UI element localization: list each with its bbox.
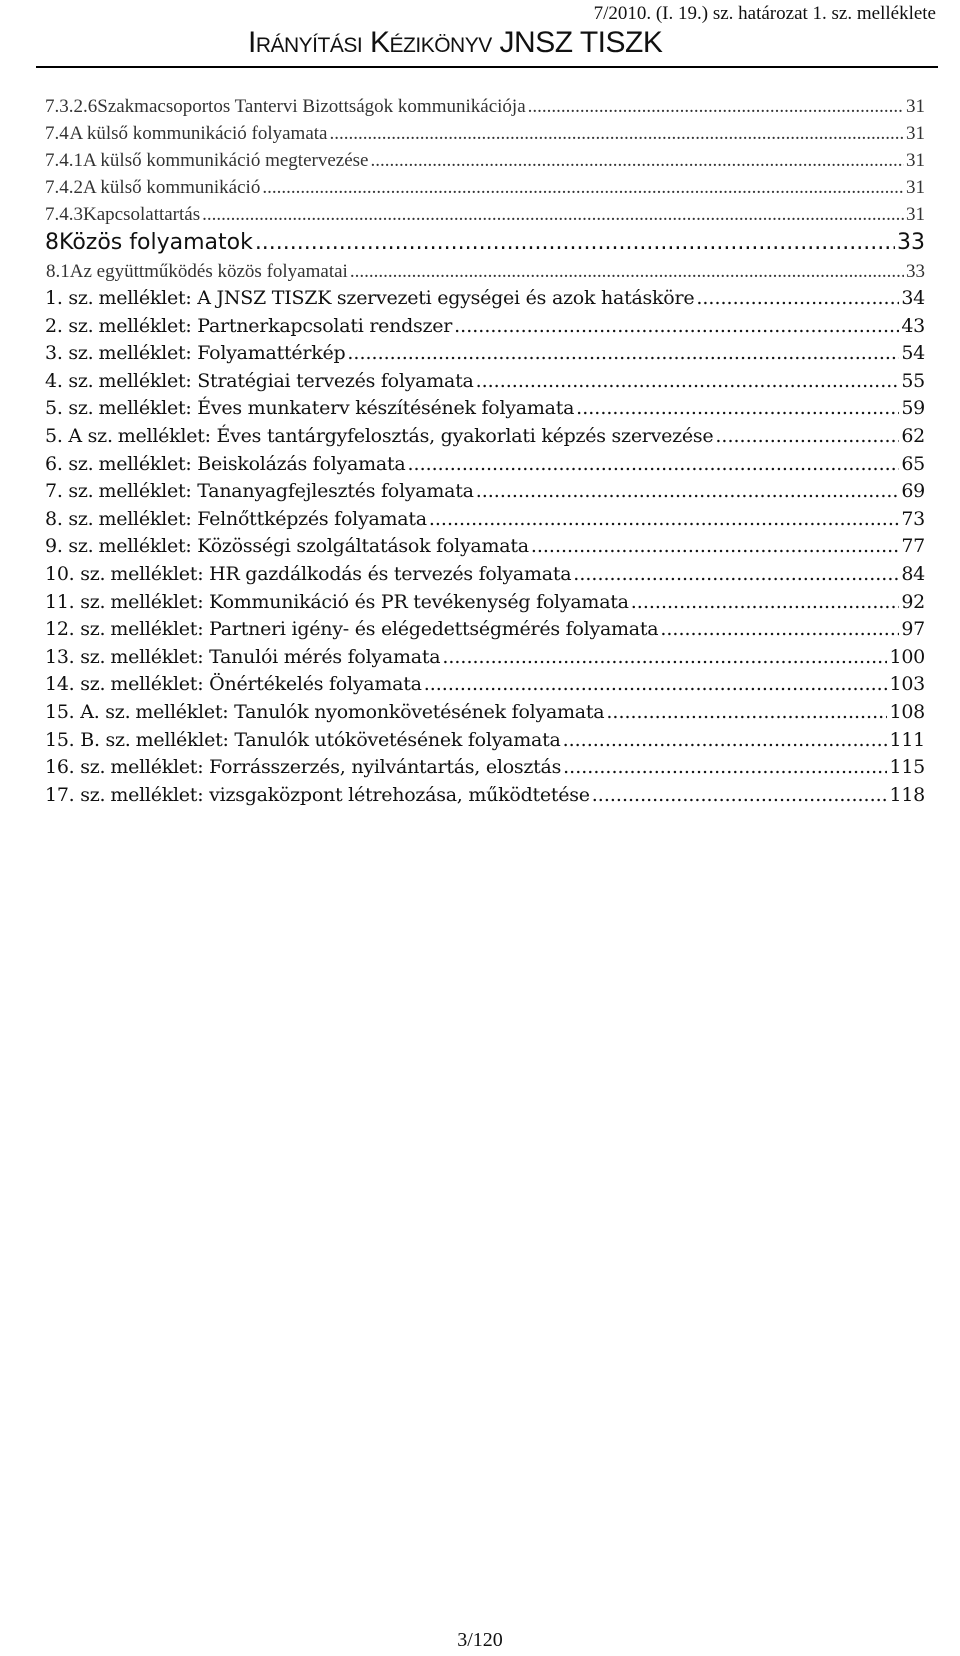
toc-dot-leader — [573, 561, 899, 589]
toc-entry[interactable] — [45, 451, 925, 479]
toc-entry-page: 108 — [889, 700, 925, 723]
toc-entry-number: 4. sz. — [45, 369, 94, 392]
table-of-contents — [45, 93, 925, 809]
toc-dot-leader — [476, 368, 900, 396]
toc-entry-title: melléklet: Tanulói mérés folyamata — [110, 645, 441, 668]
toc-dot-leader — [347, 340, 899, 368]
toc-entry[interactable] — [45, 727, 925, 755]
toc-entry-number: 8 — [45, 230, 59, 255]
toc-dot-leader — [563, 754, 887, 782]
toc-entry-page: 65 — [901, 452, 925, 475]
toc-entry-number: 3. sz. — [45, 342, 94, 365]
toc-entry[interactable] — [45, 228, 925, 258]
toc-entry-title: melléklet: Folyamattérkép — [98, 342, 346, 365]
toc-entry-number: 10. sz. — [45, 562, 106, 585]
toc-entry[interactable] — [45, 644, 925, 672]
toc-entry-title: melléklet: Forrásszerzés, nyilvántartás, elosztás — [110, 756, 562, 779]
toc-entry-number: 7.4.2 — [45, 177, 83, 198]
toc-dot-leader — [202, 201, 904, 228]
toc-entry-page: 59 — [901, 397, 925, 420]
toc-entry-page: 31 — [906, 150, 925, 171]
toc-entry-title: Kapcsolattartás — [83, 204, 201, 225]
toc-entry[interactable] — [45, 754, 925, 782]
toc-entry-title: melléklet: Közösségi szolgáltatások folyamata — [98, 535, 529, 558]
toc-entry-page: 73 — [901, 507, 925, 530]
toc-entry-number: 5. A sz. — [45, 424, 113, 447]
toc-entry-title: melléklet: Éves munkaterv készítésének folyamata — [98, 397, 575, 420]
toc-entry[interactable] — [45, 201, 925, 228]
toc-entry-number: 2. sz. — [45, 314, 94, 337]
toc-dot-leader — [370, 147, 904, 174]
toc-entry[interactable] — [45, 285, 925, 313]
toc-entry[interactable] — [45, 699, 925, 727]
toc-entry-page: 118 — [889, 783, 925, 806]
toc-entry-title: melléklet: Stratégiai tervezés folyamata — [98, 369, 474, 392]
toc-entry-title: melléklet: A JNSZ TISZK szervezeti egységei és azok hatásköre — [98, 287, 695, 309]
toc-entry-number: 15. A. sz. — [45, 700, 131, 723]
toc-entry-number: 7.4.1 — [45, 150, 83, 171]
toc-entry[interactable] — [45, 174, 925, 201]
toc-dot-leader — [429, 506, 899, 534]
toc-dot-leader — [262, 174, 904, 201]
toc-entry[interactable] — [45, 313, 925, 341]
toc-entry[interactable] — [45, 616, 925, 644]
toc-entry-page: 31 — [906, 177, 925, 198]
toc-entry-number: 7. sz. — [45, 480, 94, 503]
toc-dot-leader — [424, 671, 888, 699]
header-document-reference: 7/2010. (I. 19.) sz. határozat 1. sz. melléklete — [593, 3, 936, 24]
toc-entry-title: melléklet: HR gazdálkodás és tervezés folyamata — [110, 562, 572, 585]
toc-dot-leader — [350, 258, 904, 285]
toc-entry-page: 62 — [901, 424, 925, 447]
toc-entry-number: 7.3.2.6 — [45, 96, 98, 117]
toc-entry-title: A külső kommunikáció folyamata — [69, 123, 328, 144]
toc-entry[interactable] — [45, 533, 925, 561]
toc-dot-leader — [407, 451, 899, 479]
toc-entry-number: 6. sz. — [45, 452, 94, 475]
toc-entry-number: 8. sz. — [45, 507, 94, 530]
toc-entry-title: melléklet: Tanulók utókövetésének folyamata — [135, 728, 561, 751]
toc-entry[interactable] — [45, 782, 925, 810]
toc-entry-title: Szakmacsoportos Tantervi Bizottságok kommunikációja — [97, 96, 526, 117]
toc-entry[interactable] — [45, 368, 925, 396]
toc-entry[interactable] — [45, 561, 925, 589]
toc-entry[interactable] — [45, 93, 925, 120]
toc-entry-title: melléklet: vizsgaközpont létrehozása, működtetése — [110, 783, 590, 806]
toc-dot-leader — [454, 313, 899, 341]
toc-entry-title: Az együttműködés közös folyamatai — [69, 261, 348, 282]
toc-dot-leader — [606, 699, 887, 727]
toc-entry[interactable] — [45, 589, 925, 617]
toc-entry-page: 34 — [901, 287, 925, 309]
toc-entry-number: 8.1 — [46, 261, 70, 282]
toc-entry-page: 31 — [906, 204, 925, 225]
toc-entry-title: melléklet: Kommunikáció és PR tevékenység folyamata — [110, 590, 629, 613]
toc-entry-number: 14. sz. — [45, 673, 106, 696]
toc-entry-page: 43 — [901, 314, 925, 337]
toc-entry-number: 7.4 — [45, 123, 69, 144]
toc-dot-leader — [563, 727, 888, 755]
toc-entry-page: 100 — [889, 645, 925, 668]
toc-entry-number: 13. sz. — [45, 645, 106, 668]
toc-entry-number: 7.4.3 — [45, 204, 83, 225]
toc-entry-page: 54 — [901, 342, 925, 365]
toc-dot-leader — [476, 478, 900, 506]
toc-entry[interactable] — [45, 478, 925, 506]
toc-entry-page: 69 — [901, 480, 925, 503]
toc-dot-leader — [531, 533, 900, 561]
header-manual-title: Irányítási Kézikönyv JNSZ TISZK — [248, 26, 663, 59]
toc-entry[interactable] — [45, 395, 925, 423]
toc-entry-page: 31 — [906, 96, 925, 117]
toc-entry[interactable] — [45, 506, 925, 534]
toc-entry-number: 1. sz. — [45, 287, 94, 309]
toc-entry[interactable] — [45, 671, 925, 699]
toc-entry[interactable] — [45, 120, 925, 147]
toc-entry-title: melléklet: Önértékelés folyamata — [110, 673, 422, 696]
toc-entry[interactable] — [45, 423, 925, 451]
toc-dot-leader — [329, 120, 904, 147]
toc-entry-page: 97 — [901, 618, 925, 641]
toc-entry-page: 31 — [906, 123, 925, 144]
toc-entry-number: 11. sz. — [45, 590, 106, 613]
header-divider — [36, 66, 938, 68]
toc-entry-number: 9. sz. — [45, 535, 94, 558]
toc-dot-leader — [576, 395, 899, 423]
toc-entry[interactable] — [45, 147, 925, 174]
toc-dot-leader — [442, 644, 887, 672]
toc-entry-page: 33 — [906, 261, 925, 282]
toc-entry-title: melléklet: Éves tantárgyfelosztás, gyakorlati képzés szervezése — [117, 424, 714, 447]
toc-entry[interactable] — [45, 340, 925, 368]
toc-entry-page: 115 — [889, 756, 925, 779]
toc-entry-title: Közös folyamatok — [59, 230, 253, 255]
toc-entry-title: A külső kommunikáció — [83, 177, 261, 198]
toc-entry-title: melléklet: Felnőttképzés folyamata — [98, 507, 427, 530]
page-number: 3/120 — [457, 1629, 503, 1651]
toc-entry-number: 15. B. sz. — [45, 728, 131, 751]
toc-dot-leader — [715, 423, 899, 451]
toc-entry-title: melléklet: Beiskolázás folyamata — [98, 452, 406, 475]
toc-entry-number: 12. sz. — [45, 618, 106, 641]
toc-entry-number: 17. sz. — [45, 783, 106, 806]
toc-entry-page: 92 — [901, 590, 925, 613]
toc-entry-title: melléklet: Tananyagfejlesztés folyamata — [98, 480, 474, 503]
toc-dot-leader — [592, 782, 888, 810]
toc-dot-leader — [631, 589, 900, 617]
toc-entry-title: melléklet: Partnerkapcsolati rendszer — [98, 314, 453, 337]
toc-entry-number: 5. sz. — [45, 397, 94, 420]
toc-entry-number: 16. sz. — [45, 756, 106, 779]
toc-dot-leader — [696, 285, 899, 313]
toc-dot-leader — [660, 616, 899, 644]
toc-entry-title: melléklet: Partneri igény- és elégedettségmérés folyamata — [110, 618, 659, 641]
toc-entry-title: melléklet: Tanulók nyomonkövetésének folyamata — [135, 700, 605, 723]
toc-dot-leader — [528, 93, 904, 120]
toc-entry-page: 84 — [901, 562, 925, 585]
toc-entry-page: 33 — [897, 230, 925, 255]
toc-entry[interactable] — [45, 258, 925, 285]
toc-dot-leader — [255, 228, 895, 258]
toc-entry-page: 77 — [901, 535, 925, 558]
toc-entry-page: 103 — [889, 673, 925, 696]
toc-entry-page: 111 — [889, 728, 925, 751]
toc-entry-page: 55 — [901, 369, 925, 392]
toc-entry-title: A külső kommunikáció megtervezése — [83, 150, 369, 171]
